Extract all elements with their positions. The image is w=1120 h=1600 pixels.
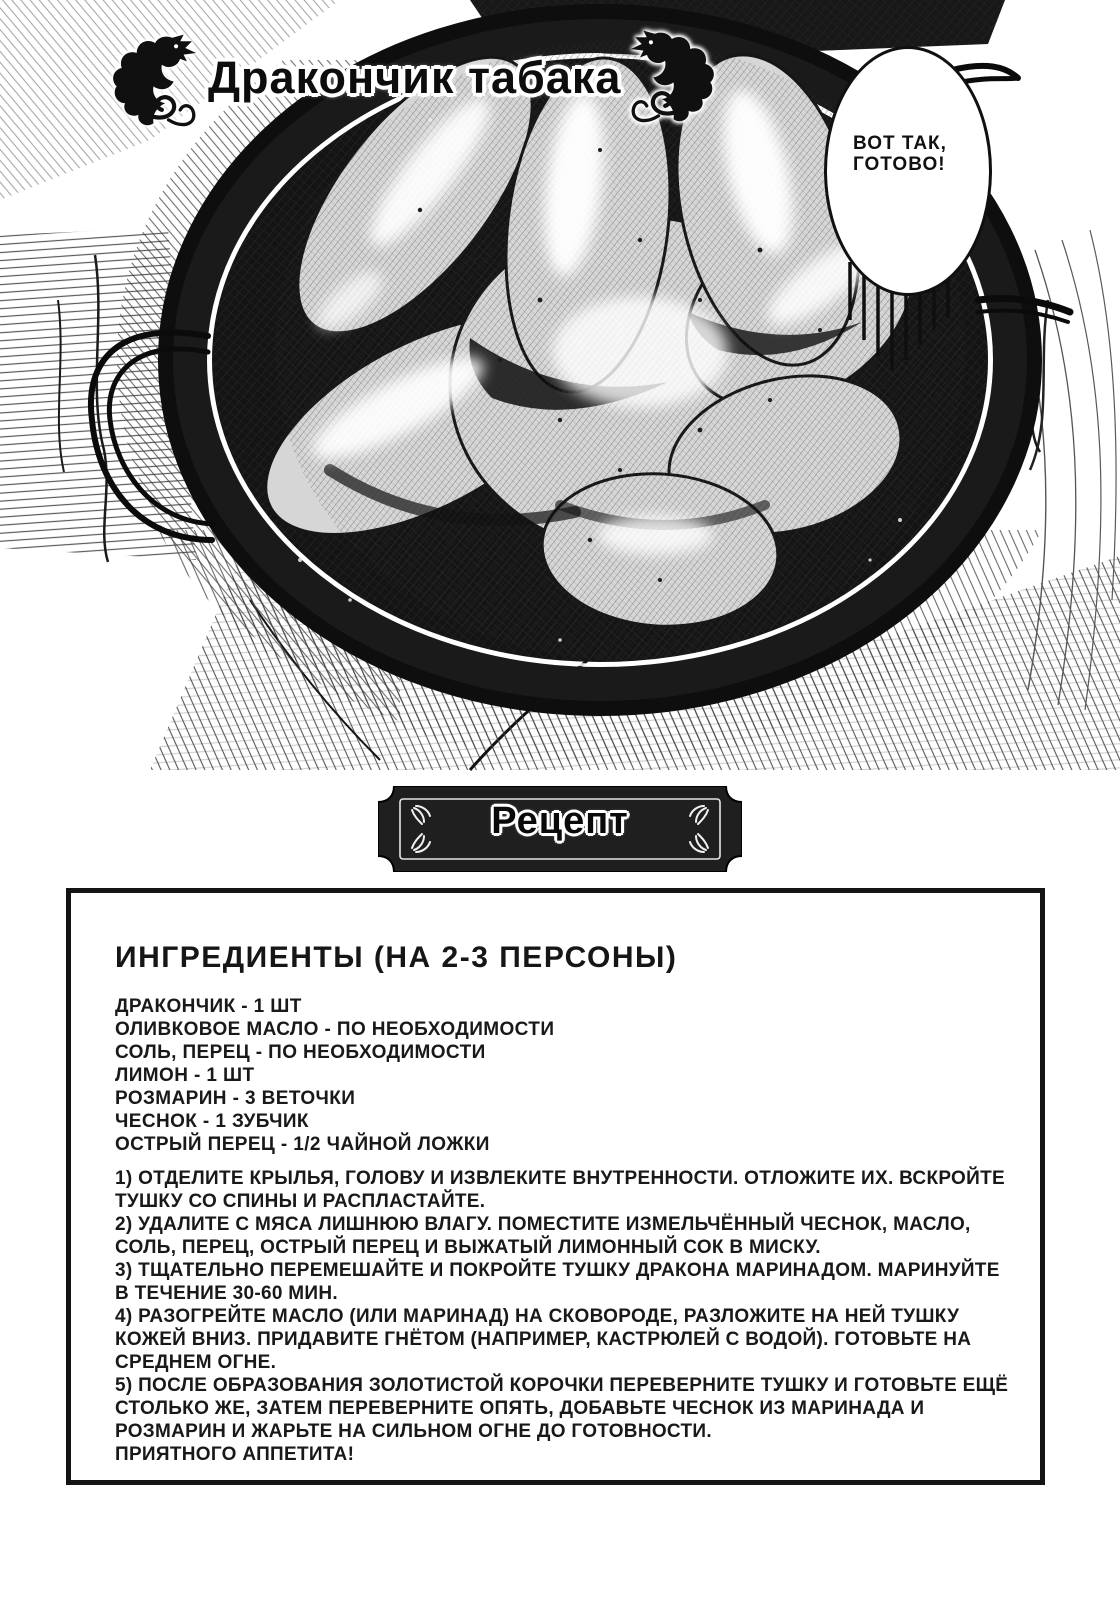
ingredient-line: ОСТРЫЙ ПЕРЕЦ - 1/2 ЧАЙНОЙ ЛОЖКИ	[115, 1134, 490, 1155]
ingredients-heading: ИНГРЕДИЕНТЫ (НА 2-3 ПЕРСОНЫ)	[115, 941, 678, 974]
dragon-flourish-right-icon	[625, 24, 717, 130]
dragon-flourish-left-icon	[110, 28, 202, 134]
page-title: Дракончик табака	[208, 52, 622, 103]
step-1: 1) ОТДЕЛИТЕ КРЫЛЬЯ, ГОЛОВУ И ИЗВЛЕКИТЕ ВНУТРЕННОСТИ. ОТЛОЖИТЕ ИХ. ВСКРОЙТЕ ТУШКУ СО СПИНЫ И РАСПЛАСТАЙТЕ.	[115, 1168, 1005, 1212]
recipe-plaque	[378, 786, 742, 872]
title-banner	[110, 28, 717, 134]
speech-line-1: ВОТ ТАК,	[853, 133, 947, 154]
ingredient-line: ЧЕСНОК - 1 ЗУБЧИК	[115, 1111, 309, 1132]
step-3: 3) ТЩАТЕЛЬНО ПЕРЕМЕШАЙТЕ И ПОКРОЙТЕ ТУШКУ ДРАКОНА МАРИНАДОМ. МАРИНУЙТЕ В ТЕЧЕНИЕ 30-60 МИН.	[115, 1260, 1000, 1304]
ingredients-list	[115, 995, 554, 1156]
step-5: 5) ПОСЛЕ ОБРАЗОВАНИЯ ЗОЛОТИСТОЙ КОРОЧКИ ПЕРЕВЕРНИТЕ ТУШКУ И ГОТОВЬТЕ ЕЩЁ СТОЛЬКО ЖЕ, ЗАТЕМ ПЕРЕВЕРНИТЕ ОПЯТЬ, ДОБАВЬТЕ ЧЕСНОК ИЗ МАРИНАДА И РОЗМАРИН И ЖАРЬТЕ НА СИЛЬНОМ ОГНЕ ДО ГОТОВНОСТИ.	[115, 1375, 1009, 1442]
ingredient-line: СОЛЬ, ПЕРЕЦ - ПО НЕОБХОДИМОСТИ	[115, 1042, 486, 1063]
ingredient-line: ЛИМОН - 1 ШТ	[115, 1065, 255, 1086]
step-2: 2) УДАЛИТЕ С МЯСА ЛИШНЮЮ ВЛАГУ. ПОМЕСТИТЕ ИЗМЕЛЬЧЁННЫЙ ЧЕСНОК, МАСЛО, СОЛЬ, ПЕРЕЦ, ОСТРЫЙ ПЕРЕЦ И ВЫЖАТЫЙ ЛИМОННЫЙ СОК В МИСКУ.	[115, 1214, 971, 1258]
bon-appetit-line: ПРИЯТНОГО АППЕТИТА!	[115, 1444, 355, 1465]
ingredient-line: ОЛИВКОВОЕ МАСЛО - ПО НЕОБХОДИМОСТИ	[115, 1019, 555, 1040]
instruction-steps	[115, 1167, 1017, 1466]
speech-bubble	[824, 46, 992, 296]
speech-bubble-text	[853, 133, 947, 175]
step-4: 4) РАЗОГРЕЙТЕ МАСЛО (ИЛИ МАРИНАД) НА СКОВОРОДЕ, РАЗЛОЖИТЕ НА НЕЙ ТУШКУ КОЖЕЙ ВНИЗ. ПРИДАВИТЕ ГНЁТОМ (НАПРИМЕР, КАСТРЮЛЕЙ С ВОДОЙ). ГОТОВЬТЕ НА СРЕДНЕМ ОГНЕ.	[115, 1306, 972, 1373]
plaque-label: Рецепт	[491, 800, 629, 842]
speech-line-2: ГОТОВО!	[853, 154, 946, 175]
recipe-box	[66, 888, 1045, 1485]
ingredient-line: РОЗМАРИН - 3 ВЕТОЧКИ	[115, 1088, 356, 1109]
ingredient-line: ДРАКОНЧИК - 1 ШТ	[115, 996, 302, 1017]
